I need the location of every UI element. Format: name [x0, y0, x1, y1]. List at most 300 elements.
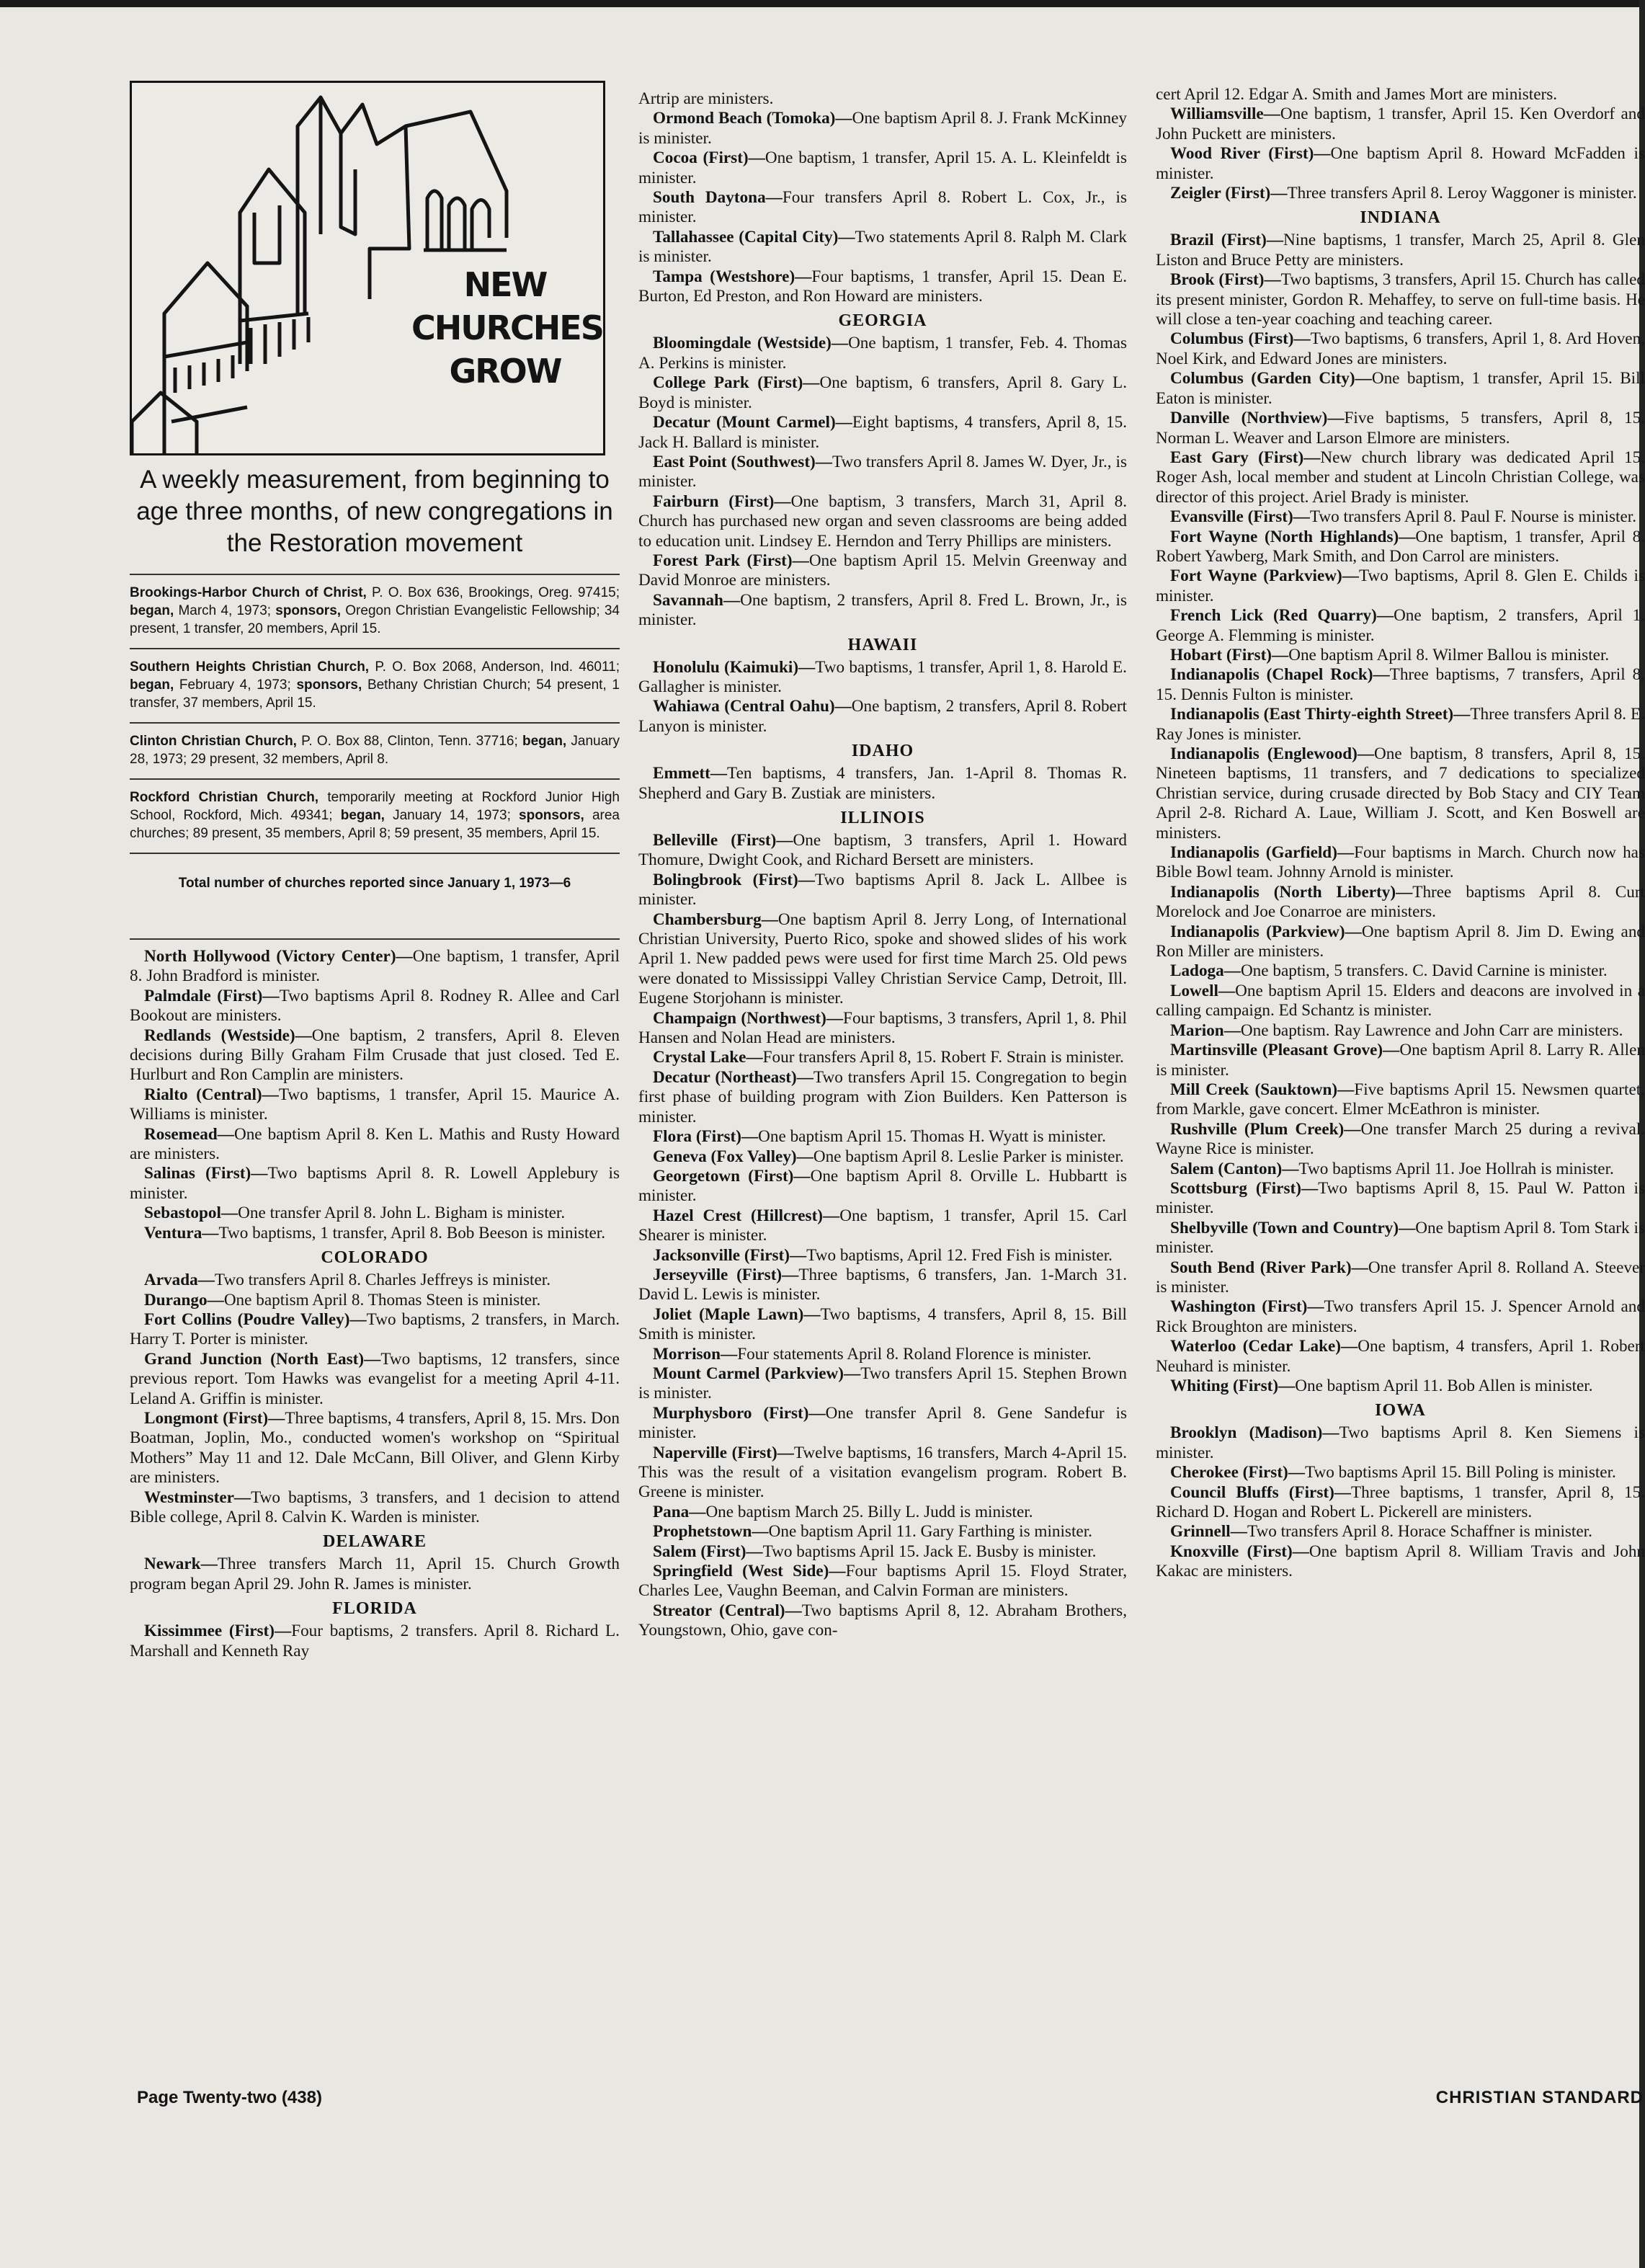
- church-name: Ormond Beach (Tomoka)—: [653, 109, 852, 128]
- church-report-entry: [638, 1009, 1127, 1049]
- church-name: Crystal Lake—: [653, 1048, 763, 1067]
- church-report-entry: [1156, 1522, 1645, 1542]
- church-report-entry: [638, 188, 1127, 228]
- church-report-entry: [638, 228, 1127, 267]
- church-name: Redlands (Westside)—: [144, 1026, 312, 1045]
- church-report-entry: [1156, 1160, 1645, 1179]
- church-name: Indianapolis (Garfield)—: [1170, 843, 1355, 863]
- church-report-entry: [638, 109, 1127, 148]
- report-c: Oregon Christian Evangelistic Fellowship; 34 present, 1 transfer, 20 members, April 15.: [130, 603, 620, 636]
- church-name: Ventura—: [144, 1223, 219, 1242]
- church-name: Durango—: [144, 1290, 224, 1309]
- new-churches-list: [130, 575, 620, 854]
- report-b: February 4, 1973;: [174, 677, 297, 693]
- church-report-entry: [638, 267, 1127, 307]
- report-text: Two baptisms April 8, 15. Paul W. Patton is minister.: [1156, 1178, 1645, 1218]
- report-text: Three transfers April 8. E. Ray Jones is minister.: [1156, 705, 1645, 744]
- church-name: French Lick (Red Quarry)—: [1170, 606, 1394, 626]
- church-name: Emmett—: [653, 764, 728, 783]
- church-name: Williamsville—: [1170, 104, 1280, 124]
- church-report-entry: [638, 764, 1127, 804]
- church-name: Indianapolis (East Thirty-eighth Street)—: [1170, 705, 1471, 724]
- state-heading: GEORGIA: [838, 311, 927, 331]
- report-b: March 4, 1973;: [174, 603, 276, 618]
- report-spons-l: sponsors,: [296, 677, 362, 693]
- church-name: Indianapolis (North Liberty)—: [1170, 882, 1413, 902]
- church-name: Tampa (Westshore)—: [653, 267, 812, 286]
- report-text: One baptism, 3 transfers, March 31, April 8. Church has purchased new organ and seven classrooms are being added to education unit. Lindsey E. Herndon and Terry Phillips are ministers.: [638, 492, 1127, 551]
- church-report-entry: [638, 413, 1127, 453]
- church-name: Cherokee (First)—: [1170, 1463, 1305, 1482]
- report-text: Five baptisms April 15. Newsmen quartet, from Markle, gave concert. Elmer McEathron is minister.: [1156, 1080, 1645, 1119]
- church-name: Geneva (Fox Valley)—: [653, 1147, 813, 1166]
- church-name: Wood River (First)—: [1170, 144, 1331, 164]
- church-name: Joliet (Maple Lawn)—: [653, 1304, 821, 1324]
- church-name: Bloomingdale (Westside)—: [653, 334, 849, 353]
- church-name: South Bend (River Park)—: [1170, 1258, 1368, 1277]
- church-report-entry: [1156, 528, 1645, 567]
- church-report-entry: [638, 1444, 1127, 1503]
- state-heading: ILLINOIS: [840, 809, 925, 827]
- church-report-entry: [1156, 1120, 1645, 1160]
- church-report-entry: [1156, 1483, 1645, 1523]
- report-text: Four baptisms April 15. Floyd Strater, Charles Lee, Vaughn Beeman, and Calvin Forman are ministers.: [638, 1562, 1127, 1601]
- report-text: One baptism, 1 transfer, April 15. Carl Shearer is minister.: [638, 1206, 1127, 1245]
- report-text: Two transfers April 8. Horace Schaffner is minister.: [1247, 1522, 1592, 1542]
- report-text: One transfer April 8. John L. Bigham is minister.: [238, 1204, 566, 1223]
- publication-name: CHRISTIAN STANDARD: [1435, 2088, 1644, 2107]
- church-report-entry: [638, 591, 1127, 631]
- church-report-entry: [1156, 329, 1645, 369]
- church-name: Knoxville (First)—: [1170, 1542, 1309, 1561]
- report-text: One baptism April 15. Thomas H. Wyatt is minister.: [758, 1127, 1106, 1147]
- church-name: Kissimmee (First)—: [144, 1622, 292, 1641]
- state-heading: COLORADO: [321, 1248, 429, 1268]
- report-began-l: began,: [130, 603, 174, 618]
- church-name: Scottsburg (First)—: [1170, 1178, 1319, 1198]
- church-report-entry: [130, 1271, 620, 1290]
- report-text: Two transfers April 8. Paul F. Nourse is minister.: [1309, 507, 1637, 527]
- report-text: Eight baptisms, 4 transfers, April 8, 15. Jack H. Ballard is minister.: [638, 413, 1127, 452]
- church-name: Fairburn (First)—: [653, 492, 791, 511]
- report-a: P. O. Box 2068, Anderson, Ind. 46011;: [369, 659, 620, 675]
- report-text: Two baptisms April 8. R. Lowell Applebury is minister.: [130, 1164, 620, 1203]
- church-name: Honolulu (Kaimuki)—: [653, 657, 816, 677]
- church-name: Decatur (Mount Carmel)—: [653, 413, 852, 432]
- report-text: Two transfers April 15. Stephen Brown is minister.: [638, 1364, 1128, 1403]
- church-report-entry: [130, 1488, 620, 1528]
- report-text: Ten baptisms, 4 transfers, Jan. 1-April 8. Thomas R. Shepherd and Gary B. Zustiak are ministers.: [638, 764, 1127, 803]
- church-report-entry: [638, 1364, 1127, 1404]
- church-name: Jacksonville (First)—: [653, 1245, 807, 1265]
- church-report-entry: [638, 1345, 1127, 1364]
- logo-wordmark: [411, 263, 603, 393]
- church-report-entry: [1156, 1179, 1645, 1219]
- church-name: Georgetown (First)—: [653, 1166, 811, 1186]
- report-text: Four statements April 8. Roland Florence is minister.: [737, 1344, 1092, 1364]
- church-report-entry: [1156, 409, 1645, 448]
- report-name: Rockford Christian Church,: [130, 790, 319, 805]
- church-report-entry: [130, 1085, 620, 1125]
- report-text: One baptism. Ray Lawrence and John Carr are ministers.: [1240, 1020, 1623, 1040]
- church-name: East Point (Southwest)—: [653, 452, 832, 471]
- church-report-entry: [1156, 1297, 1645, 1337]
- report-text: Three transfers March 11, April 15. Church Growth program began April 29. John R. James is minister.: [130, 1555, 620, 1593]
- church-name: Brooklyn (Madison)—: [1170, 1423, 1339, 1443]
- report-a: P. O. Box 88, Clinton, Tenn. 37716;: [296, 734, 522, 749]
- church-report-entry: [1156, 566, 1645, 606]
- new-church-report: [130, 649, 620, 724]
- church-report-entry: [1156, 1463, 1645, 1482]
- report-text: Two baptisms April 8, 12. Abraham Brothers, Youngstown, Ohio, gave con-: [638, 1601, 1127, 1640]
- new-church-report: [130, 575, 620, 649]
- report-text: One baptism April 8. William Travis and John Kakac are ministers.: [1156, 1542, 1645, 1581]
- report-text: Three transfers April 8. Leroy Waggoner is minister.: [1287, 184, 1637, 203]
- report-a: P. O. Box 636, Brookings, Oreg. 97415;: [366, 585, 620, 600]
- church-name: Washington (First)—: [1170, 1297, 1324, 1317]
- church-report-entry: [638, 697, 1127, 737]
- report-text: One baptism, 1 transfer, April 15. Ken Overdorf and John Puckett are ministers.: [1156, 104, 1645, 143]
- column-middle: [638, 89, 1127, 1641]
- report-text: One baptism, 6 transfers, April 8. Gary L. Boyd is minister.: [638, 373, 1127, 412]
- church-name: Champaign (Northwest)—: [653, 1008, 844, 1028]
- report-text: Two baptisms, 3 transfers, April 15. Church has called its present minister, Gordon R. Mehaffey, to serve on full-time basis. He will close a ten-year coaching and teaching career.: [1156, 270, 1645, 329]
- church-report-entry: [638, 1305, 1127, 1345]
- church-name: Hobart (First)—: [1170, 645, 1289, 664]
- church-report-entry: [130, 1409, 620, 1488]
- report-text: One baptism April 8. Orville L. Hubbartt is minister.: [638, 1166, 1127, 1206]
- church-name: Brazil (First)—: [1170, 231, 1284, 250]
- church-report-entry: [130, 1310, 620, 1350]
- church-name: Bolingbrook (First)—: [653, 870, 815, 889]
- report-spons-l: sponsors,: [519, 808, 584, 823]
- church-name: Mount Carmel (Parkview)—: [653, 1364, 861, 1383]
- new-church-report: [130, 724, 620, 780]
- report-text: One baptism April 8. Larry R. Allen is minister.: [1156, 1041, 1645, 1080]
- church-report-entry: [1156, 184, 1645, 203]
- report-text: Three baptisms, 4 transfers, April 8, 15. Mrs. Don Boatman, Joplin, Mo., conducted women's workshop on “Spiritual Mothers” May 11 and 12. Dale McCann, Bill Oliver, and Glenn Kirby are ministers.: [130, 1408, 620, 1487]
- church-report-entry: [638, 658, 1127, 698]
- church-name: Streator (Central)—: [653, 1601, 802, 1620]
- church-report-entry: [638, 148, 1127, 188]
- report-text: Two transfers April 15. J. Spencer Arnold and Rick Broughton are ministers.: [1156, 1297, 1645, 1336]
- page-edge-top: [0, 0, 1645, 7]
- report-text: One baptism, 4 transfers, April 1. Robert Neuhard is minister.: [1156, 1337, 1645, 1376]
- report-c: area churches; 89 present, 35 members, April 8; 59 present, 35 members, April 15.: [130, 808, 620, 841]
- church-name: Springfield (West Side)—: [653, 1562, 846, 1581]
- church-name: Columbus (First)—: [1170, 329, 1311, 349]
- church-report-entry: [1156, 1423, 1645, 1463]
- church-name: Sebastopol—: [144, 1204, 238, 1223]
- church-report-entry: [1156, 843, 1645, 883]
- report-began-l: began,: [130, 677, 174, 693]
- report-text: Three baptisms, 7 transfers, April 8, 15. Dennis Fulton is minister.: [1156, 665, 1645, 704]
- church-report-entry: [130, 947, 620, 987]
- continued-entry: Artrip are ministers.: [638, 89, 774, 108]
- church-report-entry: [1156, 705, 1645, 744]
- church-report-entry: [638, 1167, 1127, 1206]
- church-name: Grinnell—: [1170, 1522, 1247, 1542]
- report-text: One baptism April 8. Leslie Parker is minister.: [813, 1147, 1124, 1166]
- church-name: Fort Wayne (North Highlands)—: [1170, 527, 1416, 546]
- new-church-report: [130, 780, 620, 854]
- report-text: One transfer March 25 during a revival. Wayne Rice is minister.: [1156, 1119, 1645, 1159]
- church-report-entry: [638, 492, 1127, 551]
- report-text: One baptism April 15. Elders and deacons are involved in a calling campaign. Ed Schantz is minister.: [1156, 981, 1645, 1020]
- logo-word-grow: GROW: [449, 352, 561, 391]
- report-text: Five baptisms, 5 transfers, April 8, 15. Norman L. Weaver and Larson Elmore are ministers.: [1156, 409, 1645, 448]
- report-text: One baptism, 2 transfers, April 1. George A. Flemming is minister.: [1156, 606, 1645, 645]
- church-name: Jerseyville (First)—: [653, 1265, 799, 1284]
- state-heading: HAWAII: [847, 635, 918, 654]
- state-heading: IDAHO: [851, 742, 914, 761]
- church-name: Indianapolis (Parkview)—: [1170, 922, 1362, 941]
- church-report-entry: [1156, 922, 1645, 962]
- report-text: One baptism April 8. Wilmer Ballou is minister.: [1288, 645, 1610, 664]
- church-report-entry: [638, 1147, 1127, 1167]
- report-b: January 14, 1973;: [384, 808, 520, 823]
- church-name: Prophetstown—: [653, 1522, 769, 1542]
- church-report-entry: [1156, 1542, 1645, 1582]
- church-report-entry: [130, 1350, 620, 1409]
- church-name: Flora (First)—: [653, 1127, 759, 1147]
- report-text: One baptism April 8. Jerry Long, of International Christian University, Puerto Rico, spoke and showed slides of his work April 1. New padded pews were used for first time March 25. Old pews were donated to Mississippi Valley Christian Service Camp, Detroit, Ill. Eugene Storjohann is minister.: [638, 910, 1127, 1008]
- report-text: One baptism, 2 transfers, April 8. Eleven decisions during Billy Graham Film Crusade that just closed. Ted E. Hurlburt and Ron Camplin are ministers.: [130, 1026, 620, 1085]
- church-report-entry: [638, 831, 1127, 871]
- church-report-entry: [638, 334, 1127, 373]
- report-text: One transfer April 8. Rolland A. Steever is minister.: [1156, 1258, 1645, 1297]
- church-report-entry: [638, 1127, 1127, 1147]
- state-heading: IOWA: [1375, 1401, 1426, 1420]
- report-text: One baptism, 8 transfers, April 8, 15. Nineteen baptisms, 11 transfers, and 7 dedications to specialized Christian service, during crusade directed by Bob Stacy and CIY Team April 2-8. Richard A. Laue, William J. Scott, and Ken Boswell are ministers.: [1156, 744, 1645, 842]
- church-report-entry: [638, 1522, 1127, 1542]
- report-text: Two baptisms, 6 transfers, April 1, 8. Ard Hoven, Noel Kirk, and Edward Jones are ministers.: [1156, 329, 1645, 368]
- report-text: Two transfers April 8. James W. Dyer, Jr., is minister.: [638, 452, 1127, 492]
- report-name: Clinton Christian Church,: [130, 734, 297, 749]
- report-text: One baptism April 8. Thomas Steen is minister.: [223, 1290, 541, 1309]
- continued-entry: cert April 12. Edgar A. Smith and James Mort are ministers.: [1156, 85, 1558, 104]
- church-name: Danville (Northview)—: [1170, 409, 1345, 428]
- report-text: Four transfers April 8. Robert L. Cox, Jr., is minister.: [638, 188, 1127, 227]
- church-name: Lowell—: [1170, 981, 1236, 1000]
- church-report-entry: [638, 1068, 1127, 1127]
- report-text: Two baptisms, April 12. Fred Fish is minister.: [806, 1245, 1113, 1265]
- church-report-entry: [130, 1224, 620, 1243]
- church-name: Zeigler (First)—: [1170, 184, 1288, 203]
- church-report-entry: [130, 1125, 620, 1165]
- church-report-entry: [1156, 1377, 1645, 1396]
- report-text: One baptism April 11. Gary Farthing is minister.: [768, 1522, 1092, 1542]
- church-report-entry: [638, 1601, 1127, 1641]
- church-report-entry: [1156, 448, 1645, 507]
- church-report-entry: [1156, 1219, 1645, 1258]
- church-report-entry: [638, 1246, 1127, 1266]
- church-report-entry: [1156, 744, 1645, 843]
- church-name: Hazel Crest (Hillcrest)—: [653, 1206, 840, 1225]
- church-report-entry: [130, 1026, 620, 1085]
- report-text: Two baptisms April 15. Jack E. Busby is minister.: [762, 1542, 1097, 1561]
- church-name: Ladoga—: [1170, 961, 1241, 981]
- report-text: Two baptisms April 8. Jack L. Allbee is minister.: [638, 870, 1127, 910]
- church-report-entry: [638, 1542, 1127, 1562]
- report-text: One baptism, 3 transfers, April 1. Howard Thomure, Dwight Cook, and Richard Bersett are ministers.: [638, 831, 1127, 870]
- report-text: Two baptisms April 8. Rodney R. Allee and Carl Bookout are ministers.: [130, 986, 620, 1026]
- church-name: Pana—: [653, 1502, 706, 1521]
- church-name: Rushville (Plum Creek)—: [1170, 1119, 1361, 1139]
- church-name: East Gary (First)—: [1170, 448, 1321, 467]
- church-report-entry: [1156, 883, 1645, 922]
- church-name: Newark—: [144, 1555, 218, 1574]
- church-name: Fort Wayne (Parkview)—: [1170, 566, 1359, 586]
- church-report-entry: [130, 1164, 620, 1204]
- church-name: Evansville (First)—: [1170, 507, 1310, 527]
- column-right: [1156, 85, 1645, 1582]
- church-name: Palmdale (First)—: [144, 986, 280, 1005]
- church-name: North Hollywood (Victory Center)—: [144, 947, 413, 966]
- column-middle-entries: [638, 89, 1127, 1641]
- state-heading: FLORIDA: [332, 1599, 417, 1619]
- church-name: Belleville (First)—: [653, 831, 793, 850]
- church-report-entry: [638, 373, 1127, 413]
- church-name: Indianapolis (Chapel Rock)—: [1170, 665, 1390, 685]
- church-name: Rosemead—: [144, 1124, 234, 1144]
- church-report-entry: [1156, 1021, 1645, 1041]
- report-text: Three baptisms, 6 transfers, Jan. 1-March 31. David L. Lewis is minister.: [638, 1265, 1127, 1304]
- report-text: One baptism, 5 transfers. C. David Carnine is minister.: [1240, 961, 1608, 981]
- report-text: Three baptisms, 1 transfer, April 8, 15. Richard D. Hogan and Robert L. Pickerell are ministers.: [1156, 1482, 1645, 1522]
- report-text: One baptism April 8. Ken L. Mathis and Rusty Howard are ministers.: [130, 1124, 620, 1164]
- church-report-entry: [638, 1404, 1127, 1444]
- report-text: Two baptisms April 15. Bill Poling is minister.: [1304, 1463, 1616, 1482]
- report-text: Three baptisms April 8. Curt Morelock and Joe Conarroe are ministers.: [1156, 882, 1645, 922]
- church-name: Grand Junction (North East)—: [144, 1349, 381, 1369]
- report-text: Two baptisms, 1 transfer, April 8. Bob Beeson is minister.: [218, 1223, 606, 1242]
- report-text: Four baptisms, 1 transfer, April 15. Dean E. Burton, Ed Preston, and Ron Howard are ministers.: [638, 267, 1127, 306]
- report-text: One baptism, 2 transfers, April 8. Fred L. Brown, Jr., is minister.: [638, 590, 1127, 630]
- church-report-entry: [638, 1266, 1127, 1305]
- report-text: Four transfers April 8, 15. Robert F. Strain is minister.: [762, 1048, 1124, 1067]
- church-report-entry: [638, 1503, 1127, 1522]
- church-name: Marion—: [1170, 1020, 1241, 1040]
- church-report-entry: [638, 1048, 1127, 1067]
- church-name: Mill Creek (Sauktown)—: [1170, 1080, 1355, 1099]
- report-text: Twelve baptisms, 16 transfers, March 4-April 15. This was the result of a visitation evangelism program. Robert B. Greene is minister.: [638, 1443, 1127, 1502]
- church-report-entry: [1156, 270, 1645, 329]
- church-name: Shelbyville (Town and Country)—: [1170, 1218, 1416, 1237]
- report-text: One baptism April 15. Melvin Greenway and David Monroe are ministers.: [638, 551, 1127, 590]
- report-text: One baptism April 8. Tom Stark is minister.: [1156, 1218, 1645, 1258]
- report-c: Bethany Christian Church; 54 present, 1 transfer, 37 members, April 15.: [130, 677, 620, 711]
- church-name: Salem (First)—: [653, 1542, 763, 1561]
- church-report-entry: [130, 1204, 620, 1223]
- report-text: Four baptisms, 3 transfers, April 1, 8. Phil Hansen and Nolan Head are ministers.: [638, 1008, 1127, 1048]
- church-name: Rialto (Central)—: [144, 1085, 279, 1104]
- report-text: Four baptisms, 2 transfers. April 8. Richard L. Marshall and Kenneth Ray: [130, 1622, 620, 1660]
- church-report-entry: [130, 1622, 620, 1661]
- report-began-l: began,: [340, 808, 385, 823]
- column-left: [130, 81, 620, 1661]
- church-report-entry: [1156, 104, 1645, 144]
- church-name: Brook (First)—: [1170, 270, 1281, 290]
- church-name: Martinsville (Pleasant Grove)—: [1170, 1041, 1400, 1060]
- report-b: January 28, 1973; 29 present, 32 members, April 8.: [130, 734, 620, 767]
- column-left-entries: [130, 947, 620, 1661]
- church-name: Salem (Canton)—: [1170, 1159, 1299, 1178]
- church-name: Cocoa (First)—: [653, 148, 765, 168]
- church-report-entry: [1156, 961, 1645, 981]
- report-text: Two transfers April 8. Charles Jeffreys is minister.: [214, 1271, 551, 1290]
- church-name: Murphysboro (First)—: [653, 1403, 826, 1423]
- church-report-entry: [1156, 1337, 1645, 1377]
- church-name: Council Bluffs (First)—: [1170, 1482, 1351, 1502]
- church-report-entry: [1156, 231, 1645, 270]
- new-churches-grow-logo: [130, 81, 605, 455]
- report-text: One baptism April 8. Howard McFadden is minister.: [1156, 144, 1645, 183]
- church-name: Longmont (First)—: [144, 1408, 285, 1428]
- report-text: One baptism, 1 transfer, Feb. 4. Thomas A. Perkins is minister.: [638, 334, 1128, 373]
- church-name: Salinas (First)—: [144, 1164, 268, 1183]
- church-report-entry: [638, 1562, 1127, 1601]
- report-text: One baptism April 8. J. Frank McKinney is minister.: [638, 109, 1127, 148]
- church-report-entry: [1156, 507, 1645, 527]
- church-name: Waterloo (Cedar Lake)—: [1170, 1337, 1358, 1356]
- church-name: Forest Park (First)—: [653, 551, 809, 570]
- church-report-entry: [130, 987, 620, 1026]
- church-name: South Daytona—: [653, 188, 783, 208]
- report-text: Two baptisms April 8. Ken Siemens is minister.: [1156, 1423, 1645, 1462]
- state-heading: INDIANA: [1360, 208, 1441, 228]
- report-name: Southern Heights Christian Church,: [130, 659, 370, 675]
- church-report-entry: [1156, 144, 1645, 184]
- report-text: One transfer April 8. Gene Sandefur is minister.: [638, 1403, 1127, 1443]
- report-name: Brookings-Harbor Church of Christ,: [130, 585, 367, 600]
- church-report-entry: [638, 910, 1127, 1009]
- report-text: Two baptisms, 1 transfer, April 1, 8. Harold E. Gallagher is minister.: [638, 657, 1127, 696]
- church-report-entry: [1156, 1041, 1645, 1080]
- church-name: College Park (First)—: [653, 373, 820, 393]
- report-spons-l: sponsors,: [275, 603, 342, 618]
- church-name: Chambersburg—: [653, 910, 778, 929]
- report-a: temporarily meeting at Rockford Junior High School, Rockford, Mich. 49341;: [130, 790, 620, 823]
- report-text: One baptism, 1 transfer, April 8. John Bradford is minister.: [130, 947, 620, 986]
- church-report-entry: [1156, 1080, 1645, 1120]
- logo-word-churches: CHURCHES: [411, 308, 603, 347]
- church-report-entry: [638, 871, 1127, 910]
- church-report-entry: [1156, 606, 1645, 646]
- church-name: Westminster—: [144, 1487, 251, 1507]
- page-number: Page Twenty-two (438): [137, 2088, 322, 2107]
- report-text: Two baptisms April 11. Joe Hollrah is minister.: [1298, 1159, 1614, 1178]
- report-began-l: began,: [522, 734, 567, 749]
- report-text: One baptism, 2 transfers, April 8. Robert Lanyon is minister.: [638, 697, 1127, 736]
- church-report-entry: [1156, 1258, 1645, 1298]
- church-name: Arvada—: [144, 1271, 215, 1290]
- report-text: Two statements April 8. Ralph M. Clark is minister.: [638, 227, 1127, 267]
- report-text: Nine baptisms, 1 transfer, March 25, April 8. Glen Liston and Bruce Petty are ministers.: [1156, 231, 1645, 270]
- logo-word-new: NEW: [463, 265, 547, 304]
- church-report-entry: [638, 453, 1127, 492]
- church-report-entry: [1156, 665, 1645, 705]
- church-name: Decatur (Northeast)—: [653, 1067, 813, 1087]
- church-report-entry: [1156, 646, 1645, 665]
- church-report-entry: [638, 1206, 1127, 1246]
- church-name: Naperville (First)—: [653, 1443, 794, 1462]
- report-text: One baptism, 1 transfer, April 15. A. L. Kleinfeldt is minister.: [638, 148, 1128, 187]
- report-text: One baptism, 1 transfer, April 8. Robert Yawberg, Mark Smith, and Don Carrol are ministers.: [1156, 527, 1645, 566]
- church-name: Morrison—: [653, 1344, 738, 1364]
- report-text: Two baptisms, 4 transfers, April 8, 15. Bill Smith is minister.: [638, 1304, 1127, 1344]
- report-text: One baptism April 11. Bob Allen is minister.: [1295, 1377, 1593, 1395]
